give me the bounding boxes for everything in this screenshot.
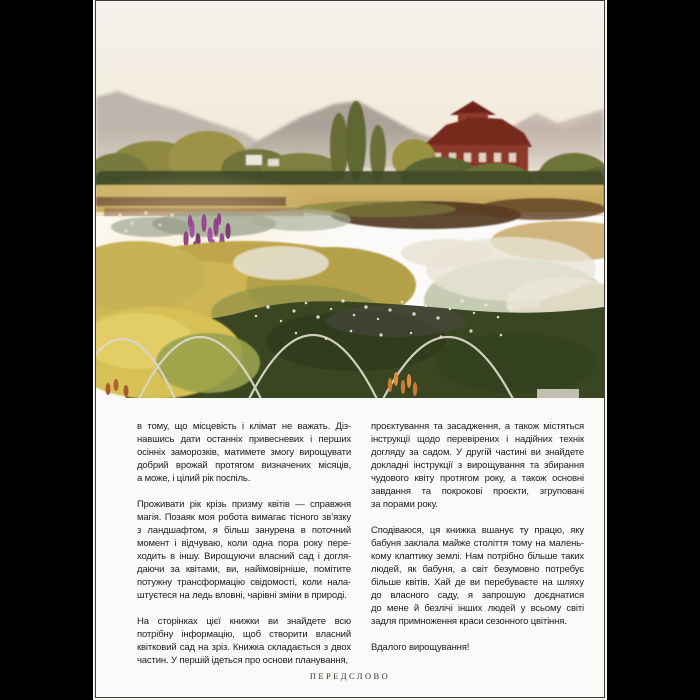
text-line: задля примноження краси сезонного цвітіння. xyxy=(371,616,567,627)
text-line: штуєтеся на ледь вловні, чарівні зміни в природі. xyxy=(137,590,347,601)
text-line: На сторінках цієї книжки ви знайдете всю xyxy=(137,616,351,627)
farm-photo xyxy=(96,1,604,398)
paragraph xyxy=(137,498,351,602)
text-line: даючи за квітами, ви, найімовірніше, помітите xyxy=(137,564,351,575)
text-line: а може, і цілий рік поспіль. xyxy=(137,473,251,484)
paragraph xyxy=(371,641,584,654)
running-footer: ПЕРЕДСЛОВО xyxy=(309,671,391,681)
text-line: ходить в іншу. Вирощуючи власний сад і догля- xyxy=(137,551,351,562)
book-page xyxy=(95,0,605,698)
text-line: догляду за садом. У другій частині ви знайдете xyxy=(371,447,584,458)
text-line: осінніх заморозків, матимете змогу вирощувати xyxy=(137,447,351,458)
text-line: Проживати рік крізь призму квітів — справжня xyxy=(137,499,351,510)
text-line: чудового квіту протягом року, а також основні xyxy=(371,473,584,484)
text-line: Сподіваюся, ця книжка вшанує ту працю, яку xyxy=(371,525,584,536)
text-line: докладні інструкції з вирощування та збирання xyxy=(371,460,584,471)
text-line: частин. У першій ідеться про основи планування, xyxy=(137,655,349,666)
text-line: бабуня заклала майже століття тому на малень- xyxy=(371,538,584,549)
text-line: навшись дати останніх привесневих і перших xyxy=(137,434,351,445)
text-line: до власного саду, я запрошую доєднатися xyxy=(371,590,584,601)
text-line: людей, як бабуня, а світ безумовно потребує xyxy=(371,564,584,575)
text-line: інструкції щодо перевірених і надійних технік xyxy=(371,434,584,445)
text-line: завдання та покрокові проєкти, згруповані xyxy=(371,486,584,497)
text-line: потужну трансформацію свідомості, коли нала- xyxy=(137,577,351,588)
text-line: Вдалого вирощування! xyxy=(371,642,470,653)
text-column-left xyxy=(137,420,351,667)
text-line: до мене й безлічі інших людей у всьому світі xyxy=(371,603,584,614)
farm-photo-illustration xyxy=(96,1,604,398)
text-line: добрий врожай протягом визначених місяців, xyxy=(137,460,351,471)
paragraph xyxy=(137,420,351,485)
text-line: квітковий сад на зріз. Книжка складається з двох xyxy=(137,642,351,653)
text-line: з ландшафтом, я більш занурена в поточний xyxy=(137,525,351,536)
text-column-right xyxy=(371,420,584,654)
white-crate xyxy=(537,389,579,398)
text-line: кому клаптику землі. Нам потрібно більше таких xyxy=(371,551,584,562)
text-line: в тому, що місцевість і клімат не важать. Діз- xyxy=(137,421,351,432)
text-line: магія. Позаяк моя робота вимагає тісного зв’язку xyxy=(137,512,351,523)
text-line: момент і відчуваю, коли одна пора року пере- xyxy=(137,538,351,549)
text-line: за порами року. xyxy=(371,499,438,510)
text-line: більше квітів. Хай де ви перебуваєте на шляху xyxy=(371,577,584,588)
paragraph xyxy=(137,615,351,667)
text-line: потрібну інформацію, щоб створити власний xyxy=(137,629,351,640)
paragraph xyxy=(371,420,584,511)
text-line: проєктування та засадження, а також містяться xyxy=(371,421,584,432)
paragraph xyxy=(371,524,584,628)
